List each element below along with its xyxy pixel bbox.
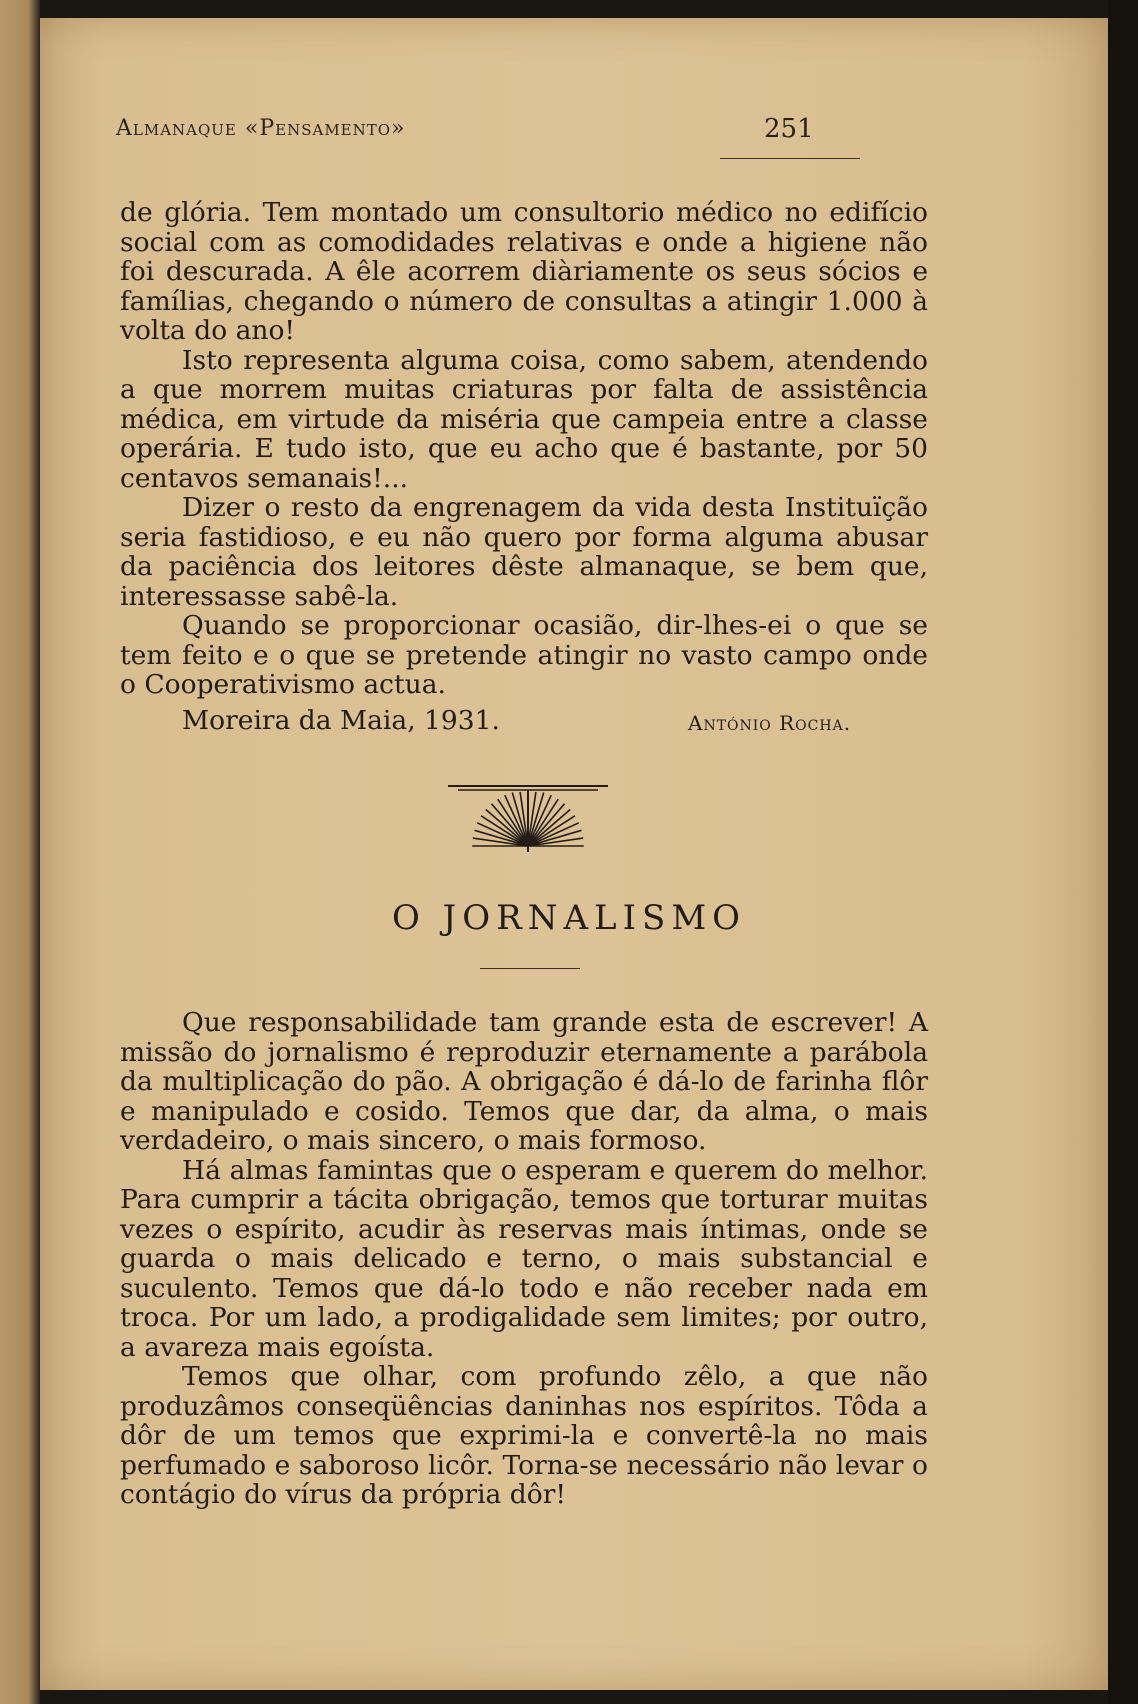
paragraph: de glória. Tem montado um consultorio médico no edifício social com as comodidades relativas e onde a higiene não foi descurada. A êle acorrem diàriamente os seus sócios e famílias, chegando o número de consultas a atingir 1.000 à volta do ano! [120, 197, 928, 346]
page-number: 251 [764, 114, 814, 144]
paragraph: Que responsabilidade tam grande esta de escrever! A missão do jornalismo é reproduzir eternamente a parábola da multiplicação do pão. A obrigação é dá-lo de farinha flôr e manipulado e cosido. Temos que dar, da alma, o mais verdadeiro, o mais sincero, o mais formoso. [120, 1007, 928, 1156]
paragraph: Há almas famintas que o esperam e querem do melhor. Para cumprir a tácita obrigação, temos que torturar muitas vezes o espírito, acudir às reservas mais íntimas, onde se guarda o mais delicado e terno, o mais substancial e suculento. Temos que dá-lo todo e não receber nada em troca. Por um lado, a prodigalidade sem limites; por outro, a avareza mais egoísta. [120, 1154, 928, 1363]
right-background [1108, 0, 1138, 1704]
article-body [120, 1008, 928, 1510]
running-title: Almanaque «Pensamento» [116, 116, 406, 141]
paragraph: Dizer o resto da engrenagem da vida desta Instituïção seria fastidioso, e eu não quero por forma alguma abusar da paciência dos leitores dêste almanaque, se bem que, interessasse sabê-la. [120, 492, 928, 612]
section-title: O JORNALISMO [391, 898, 747, 938]
signature-line [120, 706, 928, 736]
article-continuation [120, 198, 928, 700]
place-date: Moreira da Maia, 1931. [182, 705, 500, 736]
paragraph: Quando se proporcionar ocasião, dir-lhes-ei o que se tem feito e o que se pretende atingir no vasto campo onde o Cooperativismo actua. [120, 610, 928, 700]
sunburst-ornament-icon [448, 780, 608, 854]
title-rule [480, 968, 580, 969]
paragraph: Temos que olhar, com profundo zêlo, a que não produzâmos conseqüências daninhas nos espíritos. Tôda a dôr de um temos que exprimi-la e convertê-la no mais perfumado e saboroso licôr. Torna-se necessário não levar o contágio do vírus da própria dôr! [120, 1361, 928, 1510]
left-page-edge [0, 0, 40, 1704]
header-rule [720, 158, 860, 159]
paragraph: Isto representa alguma coisa, como sabem, atendendo a que morrem muitas criaturas por falta de assistência médica, em virtude da miséria que campeia entre a classe operária. E tudo isto, que eu acho que é bastante, por 50 centavos semanais!... [120, 344, 928, 494]
author-name: António Rocha. [688, 711, 852, 735]
